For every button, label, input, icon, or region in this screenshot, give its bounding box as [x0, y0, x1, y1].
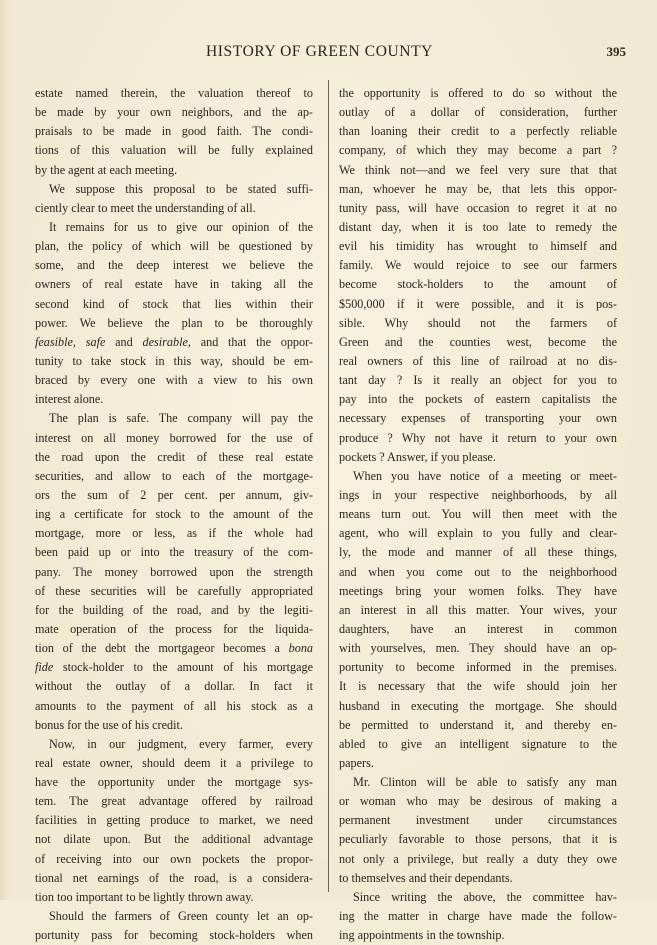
text-line: estate named therein, the valuation thereof to — [35, 86, 313, 100]
text-line: $500,000 if it were possible, and it is pos- — [339, 296, 617, 311]
text-line: When you have notice of a meeting or meet- — [353, 468, 617, 483]
italic-text: desirable — [142, 334, 188, 349]
text-run: tion of the debt the mortgageor becomes a — [35, 641, 289, 656]
text-line: portunity pass for becoming stock-holders when — [35, 928, 313, 943]
text-run: stock-holder to the amount of his mortgage — [53, 660, 313, 675]
text-line: been paid up or into the treasury of the com- — [35, 545, 313, 560]
text-line: not only a privilege, but really a duty they owe — [339, 851, 617, 866]
text-line: We suppose this proposal to be stated suffi- — [49, 181, 313, 196]
running-head — [30, 43, 630, 65]
text-line: ors the sum of 2 per cent. per annum, giv- — [35, 487, 313, 502]
text-line: be made by your own neighbors, and the ap- — [35, 105, 313, 120]
text-line: praisals to be made in good faith. The condi- — [35, 124, 313, 139]
text-line: of receiving into our own pockets the propor- — [35, 851, 313, 866]
text-run: and — [105, 334, 143, 349]
text-line: with yourselves, men. They should have an op- — [339, 641, 617, 656]
text-line: husband in executing the mortgage. She should — [339, 698, 617, 713]
text-line: necessary expenses of transporting your own — [339, 411, 617, 426]
text-line: man, whoever he may be, that lets this oppor- — [339, 181, 617, 196]
text-line: to themselves and their dependants. — [339, 870, 513, 885]
text-line: agent, who will explain to you fully and clear- — [339, 526, 617, 541]
page-gutter-shadow — [0, 0, 10, 900]
page-title: HISTORY OF GREEN COUNTY — [206, 43, 433, 60]
text-line: ings in your respective neighborhoods, by all — [339, 487, 617, 502]
text-line: pay into the pockets of eastern capitalists the — [339, 392, 617, 407]
text-line: without the outlay of a dollar. In fact it — [35, 679, 313, 694]
text-line: papers. — [339, 755, 374, 770]
text-line: tions of this valuation will be fully explained — [35, 143, 313, 158]
text-line: daughters, have an interest in common — [339, 621, 617, 636]
text-line: the opportunity is offered to do so without the — [339, 86, 617, 100]
text-line: owners of real estate have in taking all the — [35, 277, 313, 292]
text-line: tion too important to be lightly thrown away. — [35, 889, 254, 904]
text-line: family. We would rejoice to see our farmers — [339, 258, 617, 273]
text-line: tunity pass, will have occasion to regret it at no — [339, 200, 617, 215]
text-line: tant day ? Is it really an object for you to — [339, 373, 617, 388]
text-line: tem. The great advantage offered by railroad — [35, 794, 313, 809]
text-run: , — [72, 334, 86, 349]
text-line: have the opportunity under the mortgage sys- — [35, 775, 313, 790]
text-line: We think not—and we feel very sure that that — [339, 162, 617, 177]
right-column — [339, 84, 617, 945]
text-line — [35, 639, 313, 658]
italic-text: feasible — [35, 334, 73, 349]
left-column — [35, 84, 313, 945]
text-line: and when you come out to the neighborhood — [339, 564, 617, 579]
text-line: of these securities will be carefully appropriated — [35, 583, 313, 598]
text-line: portunity to become informed in the premises. — [339, 660, 617, 675]
text-line: tunity to take stock in this way, should be em- — [35, 353, 313, 368]
text-line: mate operation of the process for the liquida- — [35, 621, 313, 636]
text-line: ly, the mode and manner of all these things, — [339, 545, 617, 560]
text-line: permanent investment under circumstances — [339, 813, 617, 828]
text-line: Since writing the above, the committee hav- — [353, 889, 617, 904]
text-line: produce ? Why not have it return to your own — [339, 430, 617, 445]
text-line — [35, 658, 313, 677]
page-number: 395 — [606, 44, 626, 59]
text-line: Should the farmers of Green county let an op- — [49, 909, 313, 924]
text-line: power. We believe the plan to be thoroughly — [35, 315, 313, 330]
text-line: company, of which they may become a part ? — [339, 143, 617, 158]
text-line: become stock-holders to the amount of — [339, 277, 617, 292]
text-line: evil his timidity has wrought to himself and — [339, 239, 617, 254]
text-line: not dilate upon. But the additional advantage — [35, 832, 313, 847]
text-line: interest on all money borrowed for the use of — [35, 430, 313, 445]
text-line: meetings bring your women folks. They have — [339, 583, 617, 598]
text-line: distant day, when it is too late to remedy the — [339, 219, 617, 234]
text-line: braced by every one with a view to his own — [35, 373, 313, 388]
text-line: interest alone. — [35, 392, 104, 407]
text-line: ing appointments in the township. — [339, 928, 505, 943]
text-line: be permitted to understand it, and thereby en- — [339, 717, 617, 732]
text-line: sible. Why should not the farmers of — [339, 315, 617, 330]
text-line: It remains for us to give our opinion of the — [49, 219, 313, 234]
text-line: pany. The money borrowed upon the strength — [35, 564, 313, 579]
text-line: The plan is safe. The company will pay the — [49, 411, 313, 426]
text-line: real owners of this line of railroad at no dis- — [339, 353, 617, 368]
text-line — [35, 333, 313, 352]
text-line: pockets ? Answer, if you please. — [339, 449, 496, 464]
text-line: Green and the counties west, become the — [339, 334, 617, 349]
italic-text: safe — [85, 334, 106, 349]
text-line: It is necessary that the wife should join her — [339, 679, 617, 694]
text-line: than loaning their credit to a perfectly reliable — [339, 124, 617, 139]
italic-text: bona — [288, 641, 313, 656]
text-line: ing the matter in charge have made the follow- — [339, 909, 617, 924]
text-line: securities, and allow to each of the mortgage- — [35, 468, 313, 483]
text-line: outlay of a dollar of consideration, further — [339, 105, 617, 120]
text-line: peculiarly favorable to those persons, that it is — [339, 832, 617, 847]
text-line: second kind of stock that lies within their — [35, 296, 313, 311]
text-line: plan, the policy of which will be questioned by — [35, 239, 313, 254]
text-line: an interest in all this matter. Your wives, your — [339, 602, 617, 617]
text-line: ing a certificate for stock to the amount of the — [35, 507, 313, 522]
text-line: mortgage, more or less, as if the whole had — [35, 526, 313, 541]
text-line: for the building of the road, and by the legiti- — [35, 602, 313, 617]
text-line: real estate owner, should deem it a privilege to — [35, 755, 313, 770]
text-line: the road upon the credit of these real estate — [35, 449, 313, 464]
text-line: bonus for the use of his credit. — [35, 717, 183, 732]
text-run: , and that the oppor- — [187, 334, 313, 349]
text-line: Mr. Clinton will be able to satisfy any man — [353, 775, 617, 790]
italic-text: fide — [35, 660, 54, 675]
text-line: Now, in our judgment, every farmer, every — [49, 736, 313, 751]
text-line: facilities in getting produce to market, we need — [35, 813, 313, 828]
text-line: amounts to the payment of all his stock as a — [35, 698, 313, 713]
column-divider — [328, 80, 329, 892]
text-line: ciently clear to meet the understanding of all. — [35, 200, 256, 215]
text-line: some, and the deep interest we believe the — [35, 258, 313, 273]
text-line: or woman who may be desirous of making a — [339, 794, 617, 809]
text-line: tional net earnings of the road, is a considera- — [35, 870, 313, 885]
text-line: abled to give an intelligent signature to the — [339, 736, 617, 751]
text-line: by the agent at each meeting. — [35, 162, 178, 177]
text-line: means turn out. You will then meet with the — [339, 507, 617, 522]
